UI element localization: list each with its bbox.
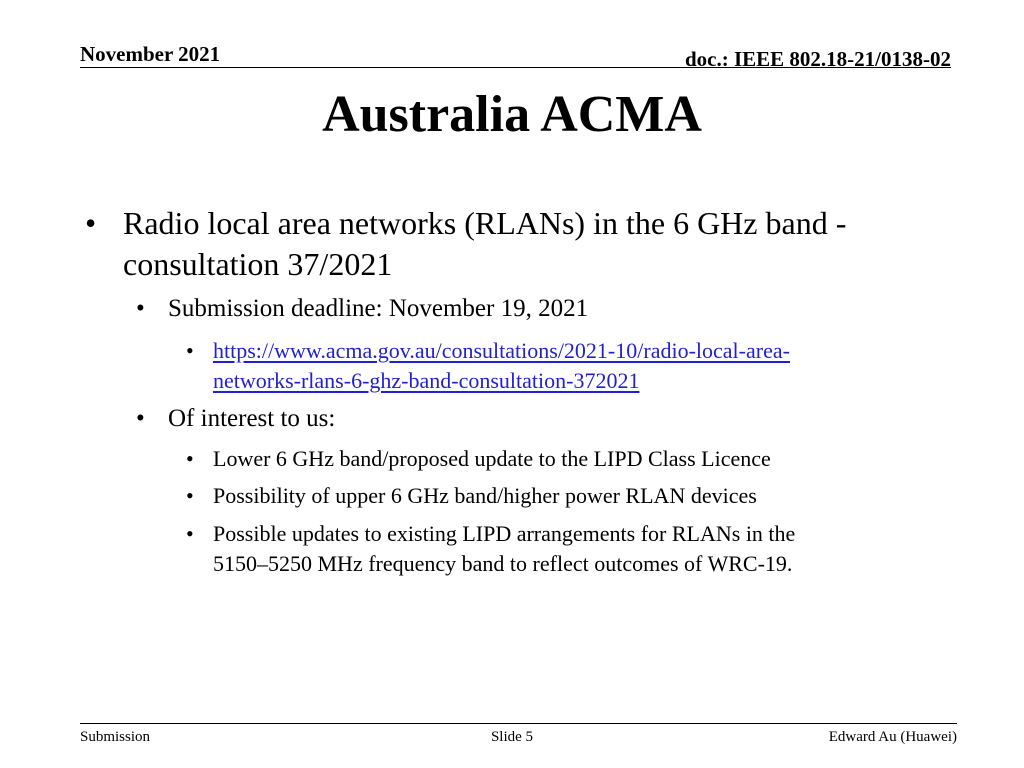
bullet-dot-icon: • [186, 483, 194, 508]
header-divider [80, 67, 951, 68]
bullet-text-line: 5150–5250 MHz frequency band to reflect outcomes of WRC-19. [213, 551, 793, 576]
bullet-dot-icon: • [186, 446, 194, 471]
bullet-rlans-consultation [85, 203, 923, 285]
slide-title: Australia ACMA [322, 86, 702, 143]
consultation-link[interactable]: networks-rlans-6-ghz-band-consultation-372021 [213, 368, 640, 393]
header-doc-id: doc.: IEEE 802.18-21/0138-02 [684, 47, 951, 71]
bullet-lower-6ghz [186, 444, 920, 474]
bullet-text: Lower 6 GHz band/proposed update to the LIPD Class Licence [213, 446, 771, 471]
header-date: November 2021 [80, 42, 221, 66]
bullet-dot-icon: • [186, 338, 194, 363]
bullet-upper-6ghz [186, 481, 920, 511]
bullet-text-line: Possible updates to existing LIPD arrangements for RLANs in the [213, 521, 796, 546]
consultation-link[interactable]: https://www.acma.gov.au/consultations/2021-10/radio-local-area- [213, 338, 790, 363]
bullet-of-interest [136, 404, 928, 434]
footer-divider [80, 723, 957, 724]
footer-slide-number: Slide 5 [490, 729, 534, 745]
bullet-text: Submission deadline: November 19, 2021 [168, 295, 589, 322]
bullet-lipd-updates [186, 519, 920, 579]
footer-submission: Submission [80, 729, 151, 745]
bullet-text-line: Radio local area networks (RLANs) in the 6 GHz band - [123, 205, 847, 241]
bullet-dot-icon: • [136, 295, 145, 322]
footer-author: Edward Au (Huawei) [828, 729, 957, 745]
bullet-text: Of interest to us: [168, 405, 336, 432]
bullet-consultation-link [186, 336, 920, 396]
bullet-text-line: consultation 37/2021 [123, 246, 393, 282]
bullet-dot-icon: • [136, 405, 145, 432]
bullet-text: Possibility of upper 6 GHz band/higher power RLAN devices [213, 483, 757, 508]
bullet-submission-deadline [136, 294, 928, 324]
bullet-dot-icon: • [85, 205, 97, 241]
bullet-dot-icon: • [186, 521, 194, 546]
